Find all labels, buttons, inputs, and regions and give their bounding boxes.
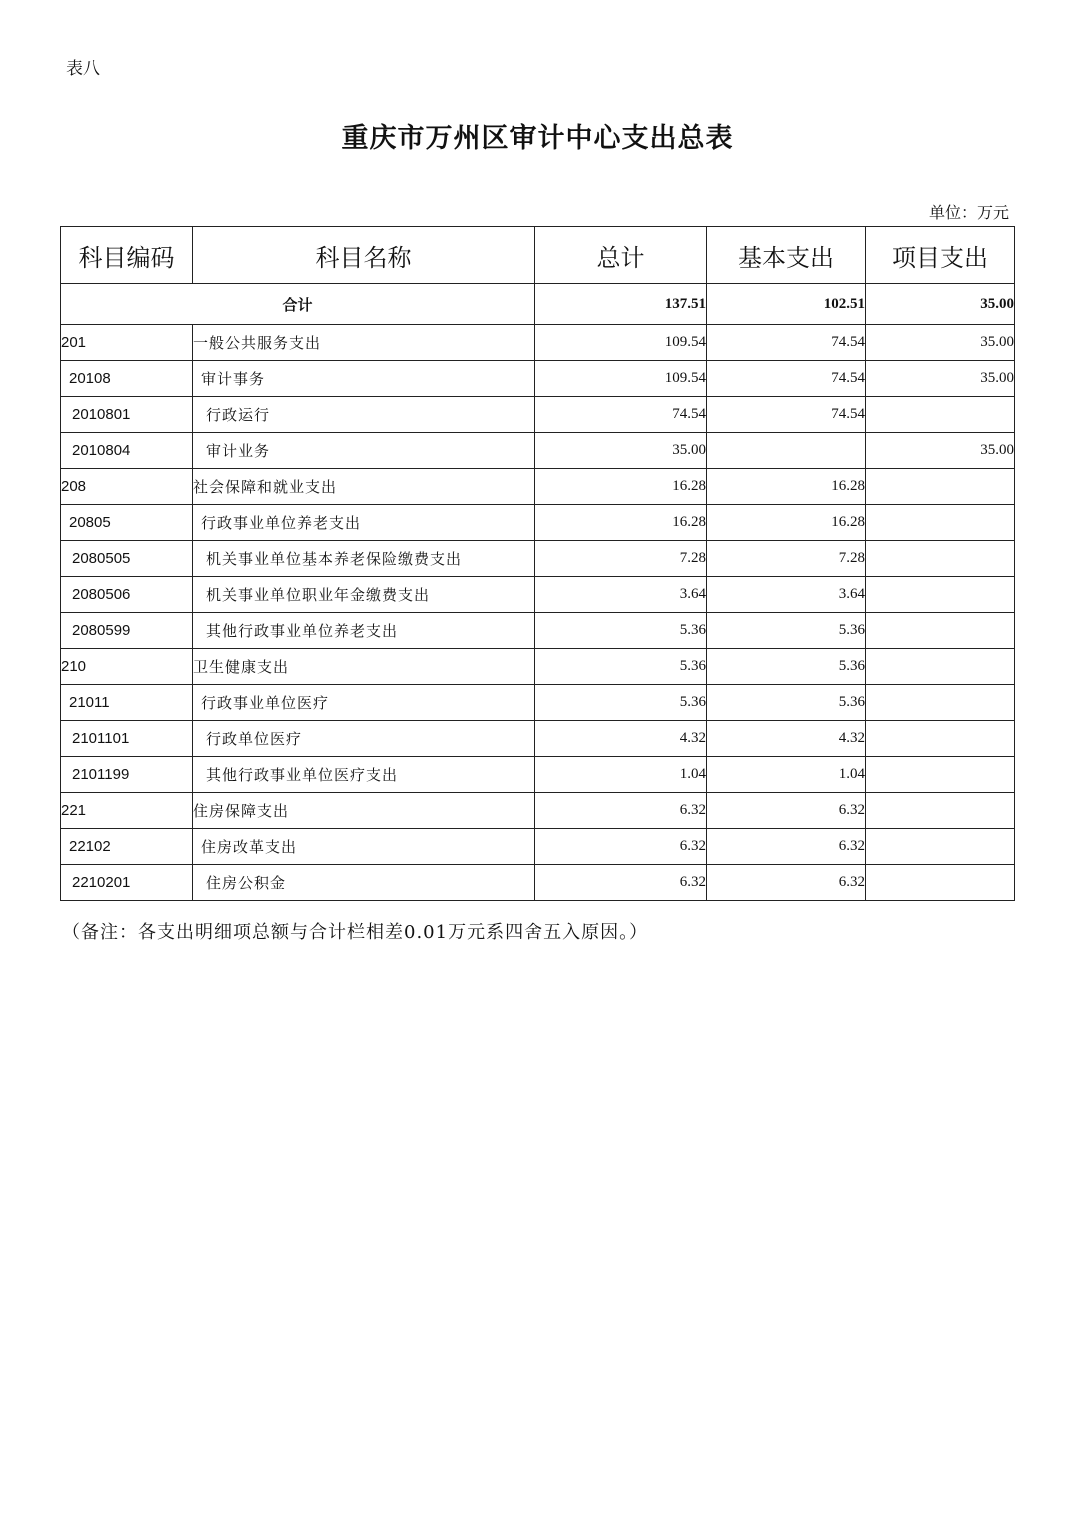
row-project [866, 397, 1015, 433]
row-project [866, 505, 1015, 541]
total-label: 合计 [61, 284, 535, 325]
row-project [866, 829, 1015, 865]
row-total: 7.28 [535, 541, 707, 577]
row-code: 208 [61, 469, 193, 505]
row-code: 2010801 [61, 397, 193, 433]
row-basic: 74.54 [707, 325, 866, 361]
row-name: 住房公积金 [193, 865, 535, 901]
row-project [866, 469, 1015, 505]
row-code: 2101101 [61, 721, 193, 757]
table-row [61, 649, 1015, 685]
row-basic: 3.64 [707, 577, 866, 613]
row-project [866, 649, 1015, 685]
row-project [866, 685, 1015, 721]
footnote: （备注：各支出明细项总额与合计栏相差0.01万元系四舍五入原因。） [62, 922, 649, 943]
header-basic: 基本支出 [707, 227, 866, 284]
row-project [866, 757, 1015, 793]
row-basic [707, 433, 866, 469]
row-name: 卫生健康支出 [193, 649, 535, 685]
row-project [866, 613, 1015, 649]
row-total: 74.54 [535, 397, 707, 433]
row-code: 201 [61, 325, 193, 361]
document-label: 表八 [66, 59, 100, 79]
table-row [61, 361, 1015, 397]
row-code: 2080505 [61, 541, 193, 577]
row-basic: 1.04 [707, 757, 866, 793]
unit-label: 单位：万元 [928, 203, 1009, 222]
expenditure-table [60, 226, 1015, 901]
table-row [61, 577, 1015, 613]
row-basic: 5.36 [707, 649, 866, 685]
row-project [866, 865, 1015, 901]
row-total: 109.54 [535, 325, 707, 361]
row-name: 其他行政事业单位养老支出 [193, 613, 535, 649]
table-row [61, 613, 1015, 649]
row-code: 2101199 [61, 757, 193, 793]
row-project: 35.00 [866, 325, 1015, 361]
row-name: 机关事业单位基本养老保险缴费支出 [193, 541, 535, 577]
row-total: 16.28 [535, 469, 707, 505]
row-total: 6.32 [535, 865, 707, 901]
row-code: 21011 [61, 685, 193, 721]
total-project: 35.00 [866, 284, 1015, 325]
table-row [61, 685, 1015, 721]
row-name: 住房保障支出 [193, 793, 535, 829]
row-name: 机关事业单位职业年金缴费支出 [193, 577, 535, 613]
row-name: 行政运行 [193, 397, 535, 433]
total-total: 137.51 [535, 284, 707, 325]
header-total: 总计 [535, 227, 707, 284]
row-name: 住房改革支出 [193, 829, 535, 865]
row-name: 行政事业单位养老支出 [193, 505, 535, 541]
row-basic: 7.28 [707, 541, 866, 577]
row-code: 221 [61, 793, 193, 829]
header-code: 科目编码 [61, 227, 193, 284]
row-code: 210 [61, 649, 193, 685]
total-basic: 102.51 [707, 284, 866, 325]
row-project [866, 721, 1015, 757]
row-total: 3.64 [535, 577, 707, 613]
row-total: 5.36 [535, 685, 707, 721]
header-project: 项目支出 [866, 227, 1015, 284]
row-project: 35.00 [866, 433, 1015, 469]
row-basic: 5.36 [707, 685, 866, 721]
row-name: 审计事务 [193, 361, 535, 397]
row-basic: 5.36 [707, 613, 866, 649]
row-basic: 16.28 [707, 505, 866, 541]
row-total: 5.36 [535, 649, 707, 685]
row-total: 6.32 [535, 829, 707, 865]
row-total: 35.00 [535, 433, 707, 469]
row-code: 2210201 [61, 865, 193, 901]
table-row [61, 865, 1015, 901]
row-total: 16.28 [535, 505, 707, 541]
row-total: 1.04 [535, 757, 707, 793]
row-code: 2080506 [61, 577, 193, 613]
row-basic: 6.32 [707, 829, 866, 865]
header-row [61, 227, 1015, 284]
page-title: 重庆市万州区审计中心支出总表 [341, 123, 734, 154]
table-row [61, 505, 1015, 541]
row-project [866, 577, 1015, 613]
row-project [866, 793, 1015, 829]
row-code: 20108 [61, 361, 193, 397]
row-basic: 16.28 [707, 469, 866, 505]
row-name: 一般公共服务支出 [193, 325, 535, 361]
row-basic: 6.32 [707, 865, 866, 901]
row-name: 其他行政事业单位医疗支出 [193, 757, 535, 793]
row-name: 行政单位医疗 [193, 721, 535, 757]
row-total: 5.36 [535, 613, 707, 649]
row-name: 审计业务 [193, 433, 535, 469]
row-project [866, 541, 1015, 577]
table-row [61, 469, 1015, 505]
row-code: 22102 [61, 829, 193, 865]
row-code: 20805 [61, 505, 193, 541]
row-total: 109.54 [535, 361, 707, 397]
row-total: 6.32 [535, 793, 707, 829]
table-row [61, 721, 1015, 757]
row-basic: 74.54 [707, 397, 866, 433]
row-basic: 6.32 [707, 793, 866, 829]
table-row [61, 793, 1015, 829]
row-total: 4.32 [535, 721, 707, 757]
row-name: 行政事业单位医疗 [193, 685, 535, 721]
table-row [61, 433, 1015, 469]
table-row [61, 757, 1015, 793]
row-code: 2010804 [61, 433, 193, 469]
table-row [61, 397, 1015, 433]
row-basic: 74.54 [707, 361, 866, 397]
header-name: 科目名称 [193, 227, 535, 284]
table-row [61, 829, 1015, 865]
row-name: 社会保障和就业支出 [193, 469, 535, 505]
row-code: 2080599 [61, 613, 193, 649]
row-basic: 4.32 [707, 721, 866, 757]
table-row [61, 325, 1015, 361]
total-row [61, 284, 1015, 325]
row-project: 35.00 [866, 361, 1015, 397]
table-row [61, 541, 1015, 577]
